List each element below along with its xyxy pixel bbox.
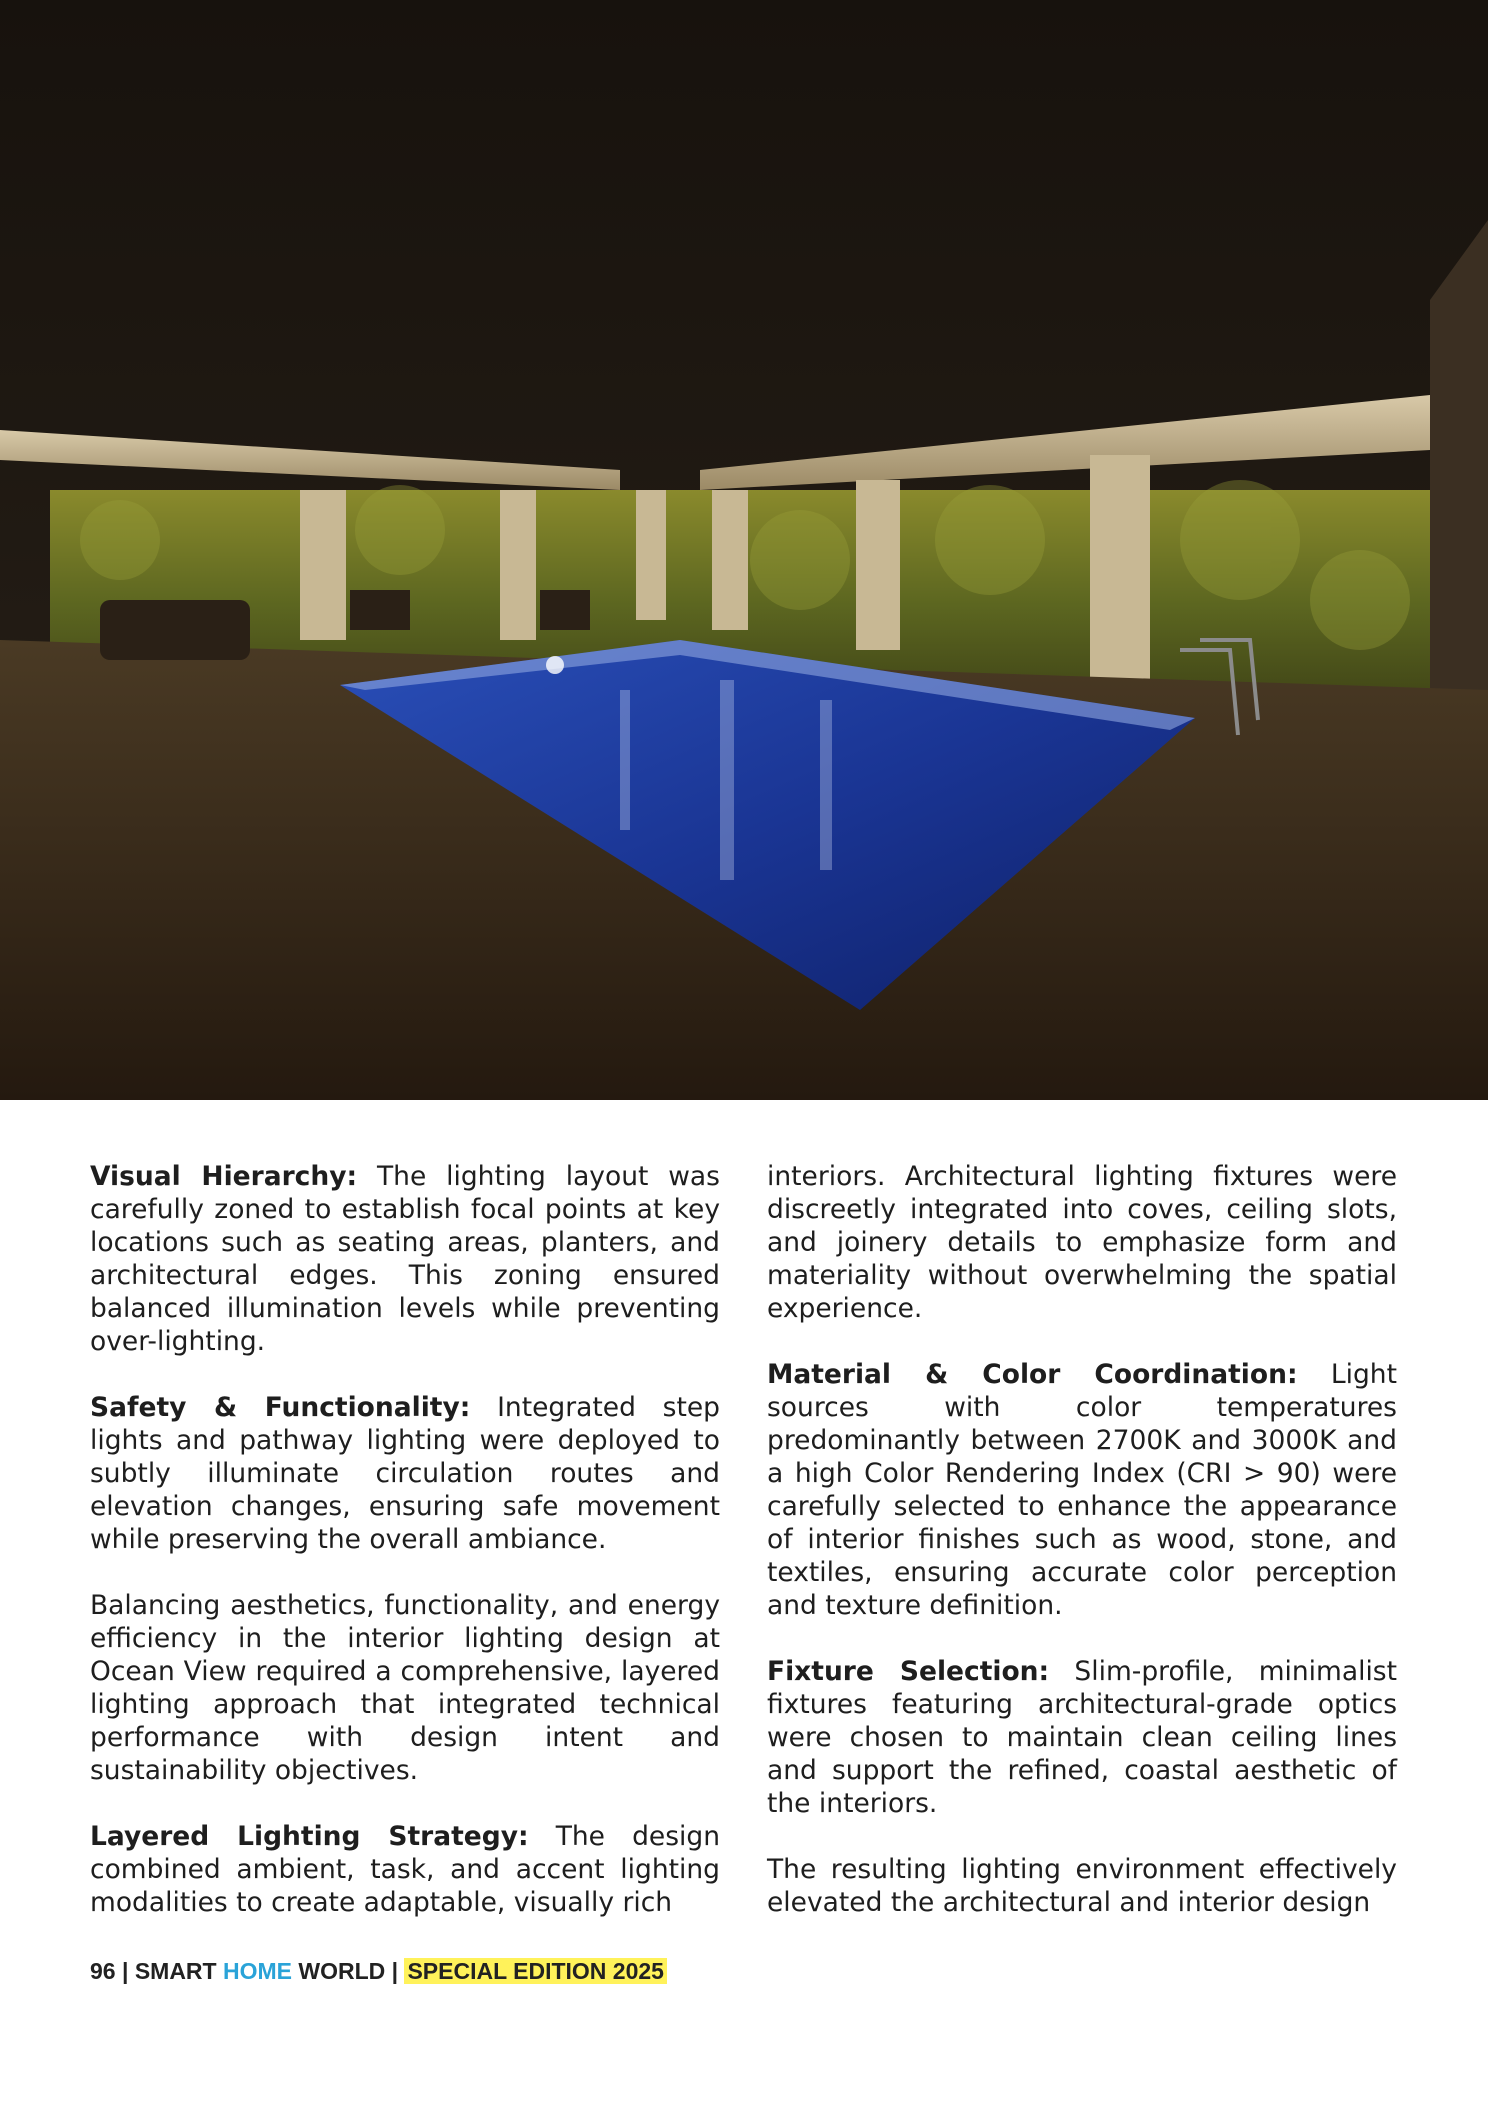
lead-safety-functionality: Safety & Functionality:	[90, 1392, 471, 1423]
footer-separator: |	[115, 1958, 135, 1984]
body-balancing: Balancing aesthetics, functionality, and energy efficiency in the interior lighting design at Ocean View required a comprehensive, layered lighting approach that integrated technical performance with design intent and sustainability objectives.	[90, 1590, 720, 1786]
paragraph-material-color	[767, 1358, 1397, 1622]
body-layered-lighting: The design combined ambient, task, and accent lighting modalities to create adaptable, visually rich	[90, 1821, 720, 1918]
paragraph-visual-hierarchy	[90, 1160, 720, 1358]
body-interiors: interiors. Architectural lighting fixtures were discreetly integrated into coves, ceiling slots, and joinery details to emphasize form and materiality without overwhelming the spatial experience.	[767, 1161, 1397, 1324]
paragraph-fixture-selection	[767, 1655, 1397, 1820]
paragraph-balancing	[90, 1589, 720, 1787]
lead-fixture-selection: Fixture Selection:	[767, 1656, 1050, 1687]
body-resulting: The resulting lighting environment effectively elevated the architectural and interior design	[767, 1854, 1397, 1918]
body-material-color: Light sources with color temperatures predominantly between 2700K and 3000K and a high Color Rendering Index (CRI > 90) were carefully selected to enhance the appearance of interior finishes such as wood, stone, and textiles, ensuring accurate color perception and texture definition.	[767, 1359, 1397, 1621]
page-footer	[90, 1958, 667, 1985]
paragraph-safety-functionality	[90, 1391, 720, 1556]
brand-home: HOME	[222, 1958, 292, 1984]
lead-layered-lighting: Layered Lighting Strategy:	[90, 1821, 529, 1852]
body-fixture-selection: Slim-profile, minimalist fixtures featuring architectural-grade optics were chosen to maintain clean ceiling lines and support the refined, coastal aesthetic of the interiors.	[767, 1656, 1398, 1819]
page-number: 96	[90, 1958, 116, 1984]
edition-badge: SPECIAL EDITION 2025	[404, 1958, 667, 1984]
paragraph-interiors	[767, 1160, 1397, 1325]
left-column	[90, 1160, 720, 1919]
body-safety-functionality: Integrated step lights and pathway lighting were deployed to subtly illuminate circulation routes and elevation changes, ensuring safe movement while preserving the overall ambiance.	[90, 1392, 720, 1555]
lead-visual-hierarchy: Visual Hierarchy:	[90, 1161, 358, 1192]
brand-smart: SMART	[134, 1958, 223, 1984]
right-column	[767, 1160, 1397, 1919]
lead-material-color: Material & Color Coordination:	[767, 1359, 1298, 1390]
brand-world: WORLD	[291, 1958, 386, 1984]
body-visual-hierarchy: The lighting layout was carefully zoned to establish focal points at key locations such as seating areas, planters, and architectural edges. This zoning ensured balanced illumination levels while preventing over-lighting.	[90, 1161, 720, 1357]
paragraph-resulting	[767, 1853, 1397, 1919]
footer-separator: |	[385, 1958, 405, 1984]
paragraph-layered-lighting	[90, 1820, 720, 1919]
